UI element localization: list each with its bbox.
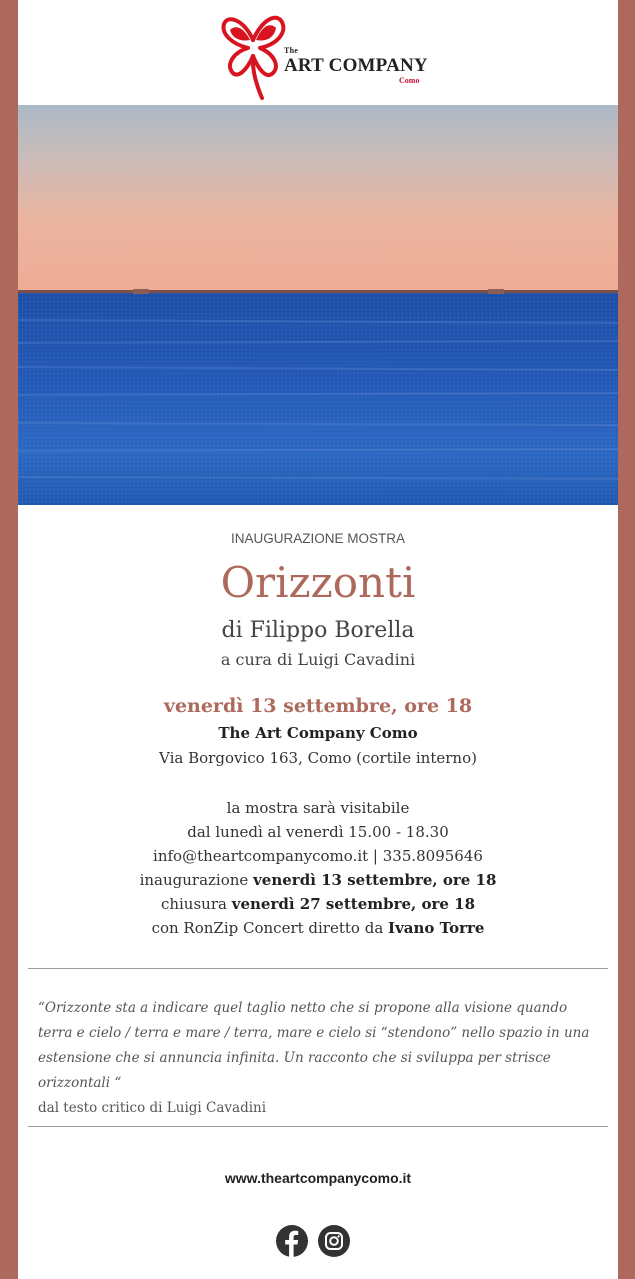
info-closing (18, 892, 618, 916)
opening-label: inaugurazione (139, 871, 249, 889)
logo-city: Como (399, 76, 420, 85)
newsletter-card (18, 0, 618, 1279)
concert-value: Ivano Torre (388, 919, 485, 937)
curator-name: a cura di Luigi Cavadini (220, 650, 416, 669)
quote-text: “Orizzonte sta a indicare quel taglio netto che si propone alla visione quando terra e cielo / terra e mare / terra, mare e cielo si “stendono” nello spazio in una estensione che si annuncia infinita. Un racconto che si sviluppa per strisce orizzontali “ (38, 1000, 590, 1091)
opening-value: venerdì 13 settembre, ore 18 (253, 871, 497, 889)
social-links (276, 1225, 356, 1257)
info-contact[interactable]: info@theartcompanycomo.it | 335.8095646 (153, 847, 483, 865)
venue-address: Via Borgovico 163, Como (cortile interno) (159, 749, 477, 767)
quote-source: dal testo critico di Luigi Cavadini (38, 1100, 267, 1116)
info-visitable: la mostra sarà visitabile (226, 799, 410, 817)
artist-name: di Filippo Borella (221, 618, 415, 643)
closing-value: venerdì 27 settembre, ore 18 (231, 895, 476, 913)
exhibition-painting-image (18, 105, 618, 505)
logo-name: ART COMPANY (284, 55, 428, 76)
info-hours: dal lunedì al venerdì 15.00 - 18.30 (187, 823, 449, 841)
info-concert (18, 916, 618, 940)
instagram-icon[interactable] (318, 1225, 350, 1257)
critic-quote (38, 996, 603, 1121)
divider-top (28, 968, 608, 969)
website-link[interactable]: www.theartcompanycomo.it (224, 1170, 412, 1186)
divider-bottom (28, 1126, 608, 1127)
info-opening (18, 868, 618, 892)
logo-wordmark (284, 46, 428, 85)
concert-label: con RonZip Concert diretto da (151, 919, 384, 937)
event-eyebrow: INAUGURAZIONE MOSTRA (230, 531, 405, 546)
facebook-icon[interactable] (276, 1225, 308, 1257)
header-logo[interactable] (18, 0, 618, 105)
exhibition-title: Orizzonti (220, 558, 416, 607)
butterfly-logo-icon (218, 10, 288, 102)
closing-label: chiusura (160, 895, 227, 913)
logo-the: The (284, 46, 299, 55)
exhibition-info (18, 796, 618, 940)
event-date: venerdì 13 settembre, ore 18 (163, 695, 473, 717)
venue-name: The Art Company Como (218, 724, 418, 742)
